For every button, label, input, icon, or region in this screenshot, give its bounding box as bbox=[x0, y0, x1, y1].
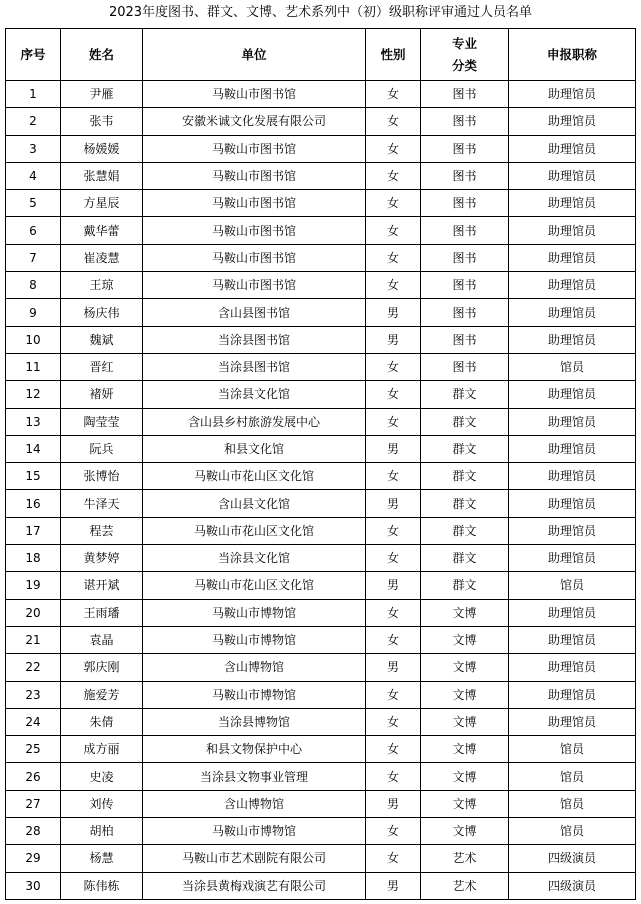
cell-unit: 马鞍山市花山区文化馆 bbox=[143, 572, 366, 599]
cell-rank: 助理馆员 bbox=[509, 244, 636, 271]
cell-sex: 女 bbox=[366, 463, 421, 490]
cell-category: 图书 bbox=[421, 162, 509, 189]
cell-unit: 马鞍山市图书馆 bbox=[143, 135, 366, 162]
cell-unit: 马鞍山市艺术剧院有限公司 bbox=[143, 845, 366, 872]
table-row bbox=[6, 490, 636, 517]
table-header bbox=[6, 29, 636, 81]
cell-rank: 馆员 bbox=[509, 790, 636, 817]
cell-unit: 马鞍山市图书馆 bbox=[143, 162, 366, 189]
table-row bbox=[6, 408, 636, 435]
cell-no: 26 bbox=[6, 763, 61, 790]
cell-category: 群文 bbox=[421, 463, 509, 490]
cell-unit: 马鞍山市图书馆 bbox=[143, 190, 366, 217]
cell-rank: 助理馆员 bbox=[509, 599, 636, 626]
cell-name: 陶莹莹 bbox=[61, 408, 143, 435]
cell-unit: 当涂县文物事业管理 bbox=[143, 763, 366, 790]
cell-sex: 女 bbox=[366, 818, 421, 845]
table-row bbox=[6, 381, 636, 408]
table-row bbox=[6, 845, 636, 872]
table-row bbox=[6, 353, 636, 380]
cell-name: 成方丽 bbox=[61, 736, 143, 763]
header-category-line1: 专业 bbox=[451, 35, 477, 51]
cell-sex: 女 bbox=[366, 708, 421, 735]
cell-name: 杨庆伟 bbox=[61, 299, 143, 326]
table-row bbox=[6, 244, 636, 271]
table-row bbox=[6, 599, 636, 626]
table-row bbox=[6, 162, 636, 189]
cell-name: 褚妍 bbox=[61, 381, 143, 408]
cell-name: 胡柏 bbox=[61, 818, 143, 845]
cell-no: 1 bbox=[6, 81, 61, 108]
cell-unit: 马鞍山市博物馆 bbox=[143, 818, 366, 845]
cell-sex: 男 bbox=[366, 299, 421, 326]
cell-name: 戴华蕾 bbox=[61, 217, 143, 244]
table-row bbox=[6, 463, 636, 490]
cell-name: 谌开斌 bbox=[61, 572, 143, 599]
cell-rank: 四级演员 bbox=[509, 845, 636, 872]
cell-category: 图书 bbox=[421, 135, 509, 162]
table-row bbox=[6, 135, 636, 162]
cell-rank: 助理馆员 bbox=[509, 162, 636, 189]
cell-unit: 当涂县文化馆 bbox=[143, 381, 366, 408]
cell-name: 魏斌 bbox=[61, 326, 143, 353]
cell-unit: 马鞍山市花山区文化馆 bbox=[143, 517, 366, 544]
cell-unit: 和县文化馆 bbox=[143, 435, 366, 462]
table-row bbox=[6, 545, 636, 572]
table-row bbox=[6, 217, 636, 244]
table-row bbox=[6, 763, 636, 790]
cell-unit: 含山博物馆 bbox=[143, 654, 366, 681]
cell-rank: 四级演员 bbox=[509, 872, 636, 899]
table-row bbox=[6, 108, 636, 135]
cell-no: 6 bbox=[6, 217, 61, 244]
table-row bbox=[6, 326, 636, 353]
cell-category: 文博 bbox=[421, 763, 509, 790]
cell-no: 27 bbox=[6, 790, 61, 817]
cell-sex: 女 bbox=[366, 845, 421, 872]
cell-no: 10 bbox=[6, 326, 61, 353]
cell-sex: 男 bbox=[366, 572, 421, 599]
table-row bbox=[6, 190, 636, 217]
cell-category: 群文 bbox=[421, 408, 509, 435]
cell-category: 图书 bbox=[421, 190, 509, 217]
cell-unit: 马鞍山市博物馆 bbox=[143, 599, 366, 626]
cell-sex: 男 bbox=[366, 790, 421, 817]
cell-no: 4 bbox=[6, 162, 61, 189]
cell-unit: 马鞍山市博物馆 bbox=[143, 626, 366, 653]
cell-rank: 馆员 bbox=[509, 353, 636, 380]
cell-no: 17 bbox=[6, 517, 61, 544]
cell-name: 刘传 bbox=[61, 790, 143, 817]
table-row bbox=[6, 81, 636, 108]
cell-rank: 助理馆员 bbox=[509, 654, 636, 681]
cell-category: 文博 bbox=[421, 599, 509, 626]
table-row bbox=[6, 572, 636, 599]
cell-rank: 助理馆员 bbox=[509, 326, 636, 353]
cell-rank: 助理馆员 bbox=[509, 626, 636, 653]
cell-category: 图书 bbox=[421, 299, 509, 326]
cell-name: 程芸 bbox=[61, 517, 143, 544]
cell-unit: 含山博物馆 bbox=[143, 790, 366, 817]
cell-no: 18 bbox=[6, 545, 61, 572]
cell-sex: 女 bbox=[366, 217, 421, 244]
cell-rank: 助理馆员 bbox=[509, 545, 636, 572]
cell-no: 2 bbox=[6, 108, 61, 135]
cell-rank: 助理馆员 bbox=[509, 681, 636, 708]
cell-name: 崔凌慧 bbox=[61, 244, 143, 271]
header-name: 姓名 bbox=[61, 29, 143, 81]
cell-category: 图书 bbox=[421, 272, 509, 299]
cell-unit: 当涂县图书馆 bbox=[143, 353, 366, 380]
table-row bbox=[6, 626, 636, 653]
cell-category: 艺术 bbox=[421, 872, 509, 899]
cell-category: 群文 bbox=[421, 545, 509, 572]
table-row bbox=[6, 818, 636, 845]
cell-unit: 含山县文化馆 bbox=[143, 490, 366, 517]
cell-no: 9 bbox=[6, 299, 61, 326]
cell-rank: 助理馆员 bbox=[509, 381, 636, 408]
cell-rank: 馆员 bbox=[509, 572, 636, 599]
cell-unit: 安徽米诚文化发展有限公司 bbox=[143, 108, 366, 135]
cell-sex: 女 bbox=[366, 763, 421, 790]
cell-no: 13 bbox=[6, 408, 61, 435]
cell-sex: 女 bbox=[366, 517, 421, 544]
cell-category: 艺术 bbox=[421, 845, 509, 872]
cell-sex: 男 bbox=[366, 326, 421, 353]
cell-rank: 助理馆员 bbox=[509, 108, 636, 135]
cell-name: 杨慧 bbox=[61, 845, 143, 872]
cell-unit: 当涂县文化馆 bbox=[143, 545, 366, 572]
cell-category: 群文 bbox=[421, 435, 509, 462]
cell-no: 22 bbox=[6, 654, 61, 681]
cell-no: 24 bbox=[6, 708, 61, 735]
cell-name: 王琼 bbox=[61, 272, 143, 299]
cell-sex: 女 bbox=[366, 545, 421, 572]
table-row bbox=[6, 736, 636, 763]
header-row bbox=[6, 29, 636, 81]
cell-sex: 女 bbox=[366, 408, 421, 435]
cell-no: 19 bbox=[6, 572, 61, 599]
cell-no: 16 bbox=[6, 490, 61, 517]
cell-no: 28 bbox=[6, 818, 61, 845]
cell-unit: 马鞍山市图书馆 bbox=[143, 244, 366, 271]
cell-unit: 马鞍山市花山区文化馆 bbox=[143, 463, 366, 490]
table-row bbox=[6, 272, 636, 299]
cell-rank: 助理馆员 bbox=[509, 517, 636, 544]
cell-rank: 助理馆员 bbox=[509, 463, 636, 490]
cell-unit: 当涂县博物馆 bbox=[143, 708, 366, 735]
header-category bbox=[421, 29, 509, 81]
cell-name: 方星辰 bbox=[61, 190, 143, 217]
cell-sex: 女 bbox=[366, 353, 421, 380]
cell-rank: 助理馆员 bbox=[509, 435, 636, 462]
table-row bbox=[6, 517, 636, 544]
cell-name: 施爱芳 bbox=[61, 681, 143, 708]
cell-no: 12 bbox=[6, 381, 61, 408]
cell-category: 文博 bbox=[421, 626, 509, 653]
cell-name: 张慧娟 bbox=[61, 162, 143, 189]
cell-category: 群文 bbox=[421, 572, 509, 599]
table-row bbox=[6, 654, 636, 681]
cell-name: 晋红 bbox=[61, 353, 143, 380]
cell-category: 群文 bbox=[421, 490, 509, 517]
cell-rank: 助理馆员 bbox=[509, 81, 636, 108]
cell-category: 图书 bbox=[421, 108, 509, 135]
cell-rank: 助理馆员 bbox=[509, 408, 636, 435]
cell-name: 张博怡 bbox=[61, 463, 143, 490]
cell-sex: 女 bbox=[366, 244, 421, 271]
cell-category: 文博 bbox=[421, 654, 509, 681]
cell-unit: 含山县乡村旅游发展中心 bbox=[143, 408, 366, 435]
cell-category: 图书 bbox=[421, 244, 509, 271]
cell-unit: 马鞍山市图书馆 bbox=[143, 272, 366, 299]
cell-name: 阮兵 bbox=[61, 435, 143, 462]
cell-category: 图书 bbox=[421, 217, 509, 244]
cell-sex: 女 bbox=[366, 381, 421, 408]
cell-no: 5 bbox=[6, 190, 61, 217]
table-row bbox=[6, 435, 636, 462]
cell-rank: 馆员 bbox=[509, 763, 636, 790]
cell-unit: 马鞍山市图书馆 bbox=[143, 217, 366, 244]
table-row bbox=[6, 872, 636, 899]
document-title: 2023年度图书、群文、文博、艺术系列中（初）级职称评审通过人员名单 bbox=[108, 5, 533, 20]
cell-sex: 女 bbox=[366, 736, 421, 763]
cell-category: 文博 bbox=[421, 708, 509, 735]
cell-name: 牛泽天 bbox=[61, 490, 143, 517]
cell-unit: 马鞍山市图书馆 bbox=[143, 81, 366, 108]
cell-name: 陈伟栋 bbox=[61, 872, 143, 899]
cell-sex: 女 bbox=[366, 162, 421, 189]
cell-unit: 当涂县图书馆 bbox=[143, 326, 366, 353]
cell-sex: 女 bbox=[366, 81, 421, 108]
table-row bbox=[6, 681, 636, 708]
cell-rank: 助理馆员 bbox=[509, 217, 636, 244]
cell-sex: 女 bbox=[366, 626, 421, 653]
cell-no: 7 bbox=[6, 244, 61, 271]
cell-unit: 和县文物保护中心 bbox=[143, 736, 366, 763]
cell-category: 文博 bbox=[421, 818, 509, 845]
cell-sex: 女 bbox=[366, 190, 421, 217]
cell-name: 杨媛媛 bbox=[61, 135, 143, 162]
cell-no: 3 bbox=[6, 135, 61, 162]
header-sex: 性别 bbox=[366, 29, 421, 81]
cell-rank: 馆员 bbox=[509, 736, 636, 763]
table-row bbox=[6, 299, 636, 326]
header-rank: 申报职称 bbox=[509, 29, 636, 81]
cell-rank: 助理馆员 bbox=[509, 299, 636, 326]
cell-no: 15 bbox=[6, 463, 61, 490]
cell-name: 郭庆刚 bbox=[61, 654, 143, 681]
cell-no: 30 bbox=[6, 872, 61, 899]
cell-rank: 助理馆员 bbox=[509, 190, 636, 217]
cell-category: 文博 bbox=[421, 681, 509, 708]
cell-category: 文博 bbox=[421, 790, 509, 817]
table-row bbox=[6, 790, 636, 817]
cell-name: 朱倩 bbox=[61, 708, 143, 735]
cell-unit: 马鞍山市博物馆 bbox=[143, 681, 366, 708]
cell-no: 11 bbox=[6, 353, 61, 380]
cell-sex: 男 bbox=[366, 435, 421, 462]
cell-no: 20 bbox=[6, 599, 61, 626]
cell-rank: 助理馆员 bbox=[509, 708, 636, 735]
cell-category: 群文 bbox=[421, 381, 509, 408]
table-body bbox=[6, 81, 636, 900]
roster-table bbox=[5, 28, 636, 900]
cell-category: 群文 bbox=[421, 517, 509, 544]
cell-rank: 助理馆员 bbox=[509, 272, 636, 299]
cell-sex: 女 bbox=[366, 272, 421, 299]
cell-name: 张韦 bbox=[61, 108, 143, 135]
cell-rank: 馆员 bbox=[509, 818, 636, 845]
cell-no: 23 bbox=[6, 681, 61, 708]
cell-no: 14 bbox=[6, 435, 61, 462]
cell-no: 8 bbox=[6, 272, 61, 299]
cell-name: 黄梦婷 bbox=[61, 545, 143, 572]
cell-no: 29 bbox=[6, 845, 61, 872]
cell-name: 王雨璠 bbox=[61, 599, 143, 626]
cell-sex: 男 bbox=[366, 490, 421, 517]
cell-rank: 助理馆员 bbox=[509, 135, 636, 162]
cell-no: 25 bbox=[6, 736, 61, 763]
cell-category: 图书 bbox=[421, 326, 509, 353]
cell-sex: 女 bbox=[366, 135, 421, 162]
cell-unit: 含山县图书馆 bbox=[143, 299, 366, 326]
cell-sex: 男 bbox=[366, 872, 421, 899]
cell-no: 21 bbox=[6, 626, 61, 653]
header-unit: 单位 bbox=[143, 29, 366, 81]
cell-category: 图书 bbox=[421, 81, 509, 108]
table-row bbox=[6, 708, 636, 735]
cell-sex: 女 bbox=[366, 681, 421, 708]
cell-sex: 女 bbox=[366, 108, 421, 135]
header-no: 序号 bbox=[6, 29, 61, 81]
cell-name: 史凌 bbox=[61, 763, 143, 790]
cell-sex: 男 bbox=[366, 654, 421, 681]
header-category-line2: 分类 bbox=[451, 57, 477, 73]
cell-rank: 助理馆员 bbox=[509, 490, 636, 517]
cell-sex: 女 bbox=[366, 599, 421, 626]
cell-category: 文博 bbox=[421, 736, 509, 763]
cell-name: 尹雁 bbox=[61, 81, 143, 108]
cell-unit: 当涂县黄梅戏演艺有限公司 bbox=[143, 872, 366, 899]
cell-name: 袁晶 bbox=[61, 626, 143, 653]
cell-category: 图书 bbox=[421, 353, 509, 380]
